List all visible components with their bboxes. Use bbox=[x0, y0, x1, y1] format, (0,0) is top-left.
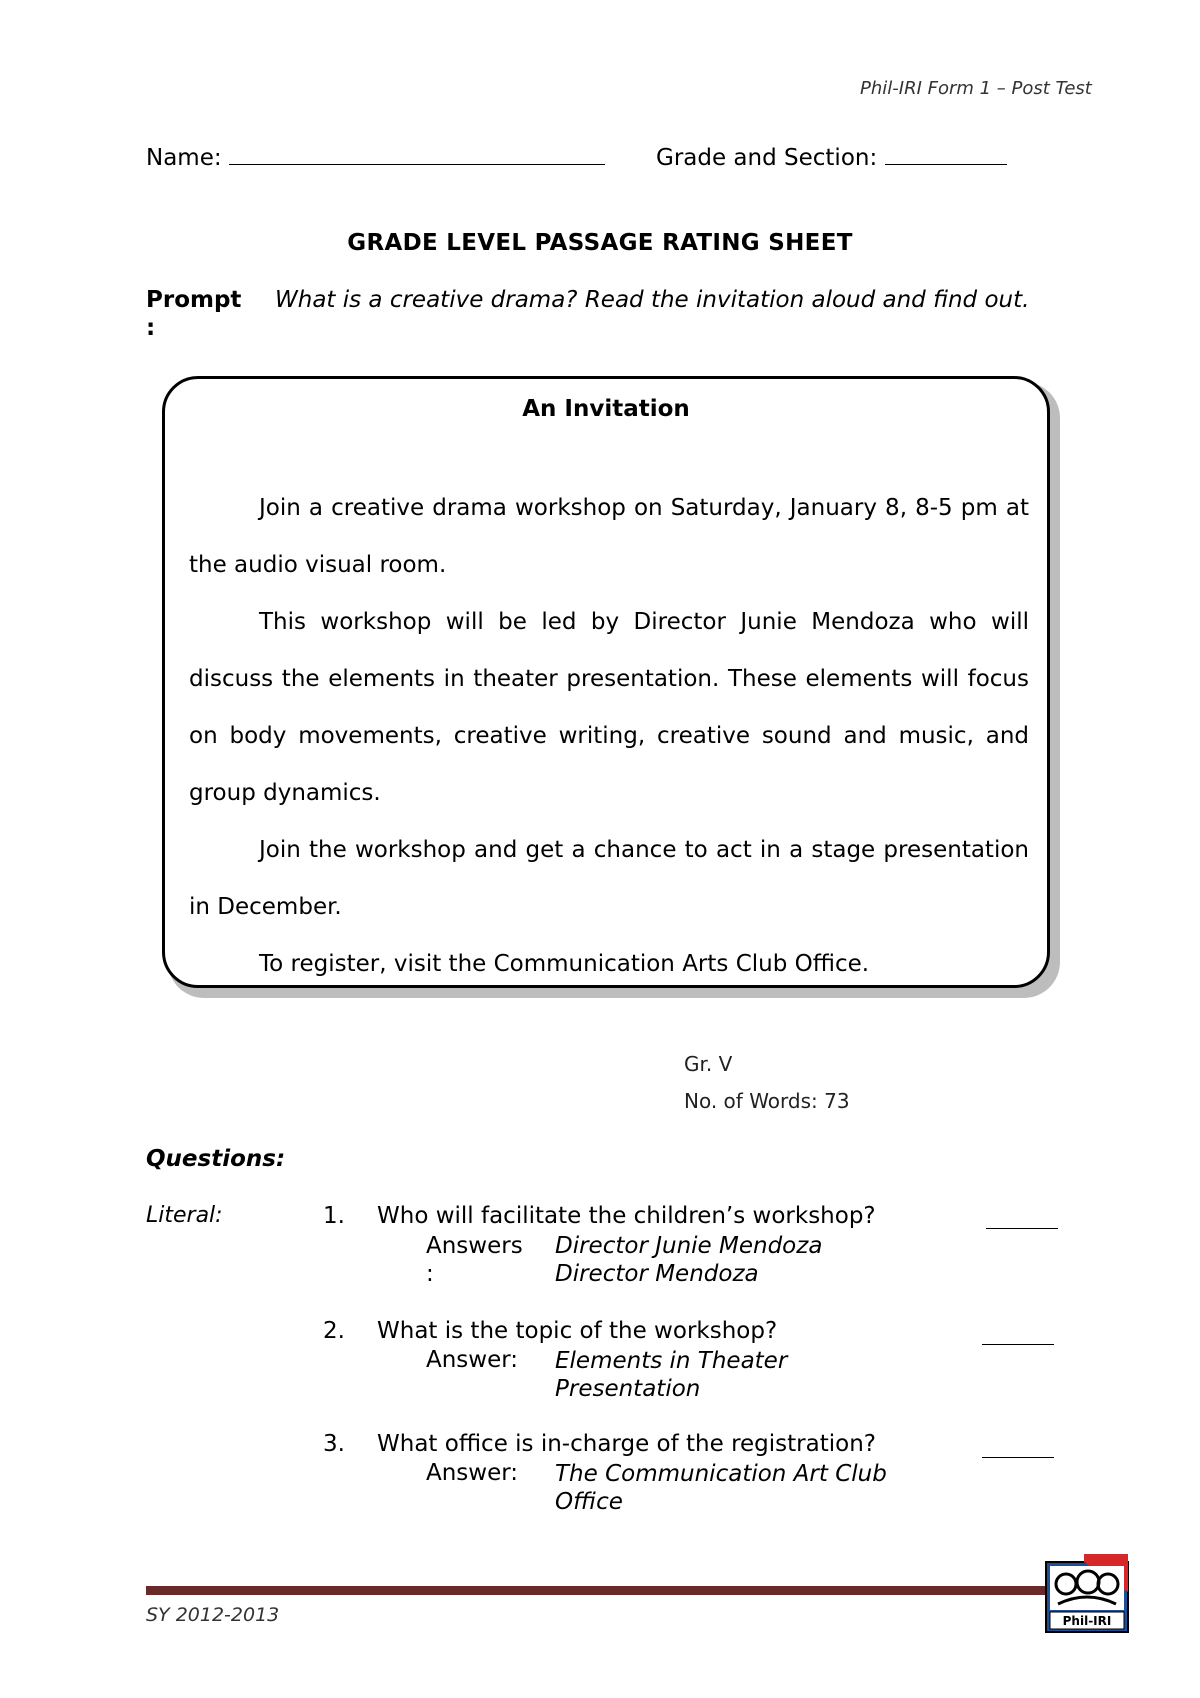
word-count: No. of Words: 73 bbox=[684, 1089, 850, 1113]
school-year: SY 2012-2013 bbox=[146, 1604, 280, 1626]
grade-info bbox=[684, 1046, 850, 1120]
passage-paragraph: Join the workshop and get a chance to act in a stage presentation in December. bbox=[189, 837, 1029, 920]
answer-text: Director Mendoza bbox=[555, 1261, 759, 1287]
prompt-label: Prompt : bbox=[146, 287, 242, 341]
score-blank[interactable] bbox=[982, 1457, 1054, 1458]
name-blank[interactable] bbox=[229, 144, 605, 165]
form-label: Phil-IRI Form 1 – Post Test bbox=[860, 78, 1092, 99]
question-number: 2. bbox=[323, 1318, 345, 1344]
answer-list bbox=[555, 1232, 975, 1288]
answer-label: Answer: bbox=[426, 1460, 519, 1486]
score-blank[interactable] bbox=[982, 1344, 1054, 1345]
question-text: Who will facilitate the children’s workshop? bbox=[377, 1203, 876, 1229]
footer-divider bbox=[146, 1586, 1066, 1595]
name-field-row bbox=[146, 144, 605, 171]
question-text: What office is in-charge of the registration? bbox=[377, 1431, 876, 1457]
passage-paragraph: To register, visit the Communication Arts Club Office. bbox=[259, 951, 870, 977]
answer-label: Answer: bbox=[426, 1347, 519, 1373]
score-blank[interactable] bbox=[986, 1228, 1058, 1229]
answer-text: Director Junie Mendoza bbox=[555, 1233, 823, 1259]
question-text: What is the topic of the workshop? bbox=[377, 1318, 778, 1344]
grade-level: Gr. V bbox=[684, 1052, 733, 1076]
answer-text: Elements in Theater Presentation bbox=[555, 1348, 788, 1402]
phil-iri-logo-icon bbox=[1044, 1552, 1130, 1634]
passage-paragraph: This workshop will be led by Director Junie Mendoza who will discuss the elements in theater presentation. These elements will focus on body movements, creative writing, creative sound and music, and group dynamics. bbox=[189, 609, 1029, 806]
answer-text: The Communication Art Club Office bbox=[555, 1461, 887, 1515]
prompt-text: What is a creative drama? Read the invitation aloud and find out. bbox=[275, 287, 1030, 313]
logo-text: Phil-IRI bbox=[1062, 1614, 1112, 1628]
grade-section-blank[interactable] bbox=[885, 144, 1007, 165]
passage-paragraph: Join a creative drama workshop on Saturday, January 8, 8-5 pm at the audio visual room. bbox=[189, 495, 1029, 578]
passage-body bbox=[189, 480, 1029, 993]
question-number: 3. bbox=[323, 1431, 345, 1457]
grade-section-label: Grade and Section: bbox=[656, 145, 878, 171]
grade-section-field-row bbox=[656, 144, 1007, 171]
question-category-literal: Literal: bbox=[146, 1203, 223, 1228]
question-number: 1. bbox=[323, 1203, 345, 1229]
name-label: Name: bbox=[146, 145, 222, 171]
passage-title: An Invitation bbox=[522, 396, 690, 422]
answer-label: Answers : bbox=[426, 1233, 523, 1287]
questions-heading: Questions: bbox=[146, 1146, 286, 1172]
page-title: GRADE LEVEL PASSAGE RATING SHEET bbox=[347, 230, 853, 256]
